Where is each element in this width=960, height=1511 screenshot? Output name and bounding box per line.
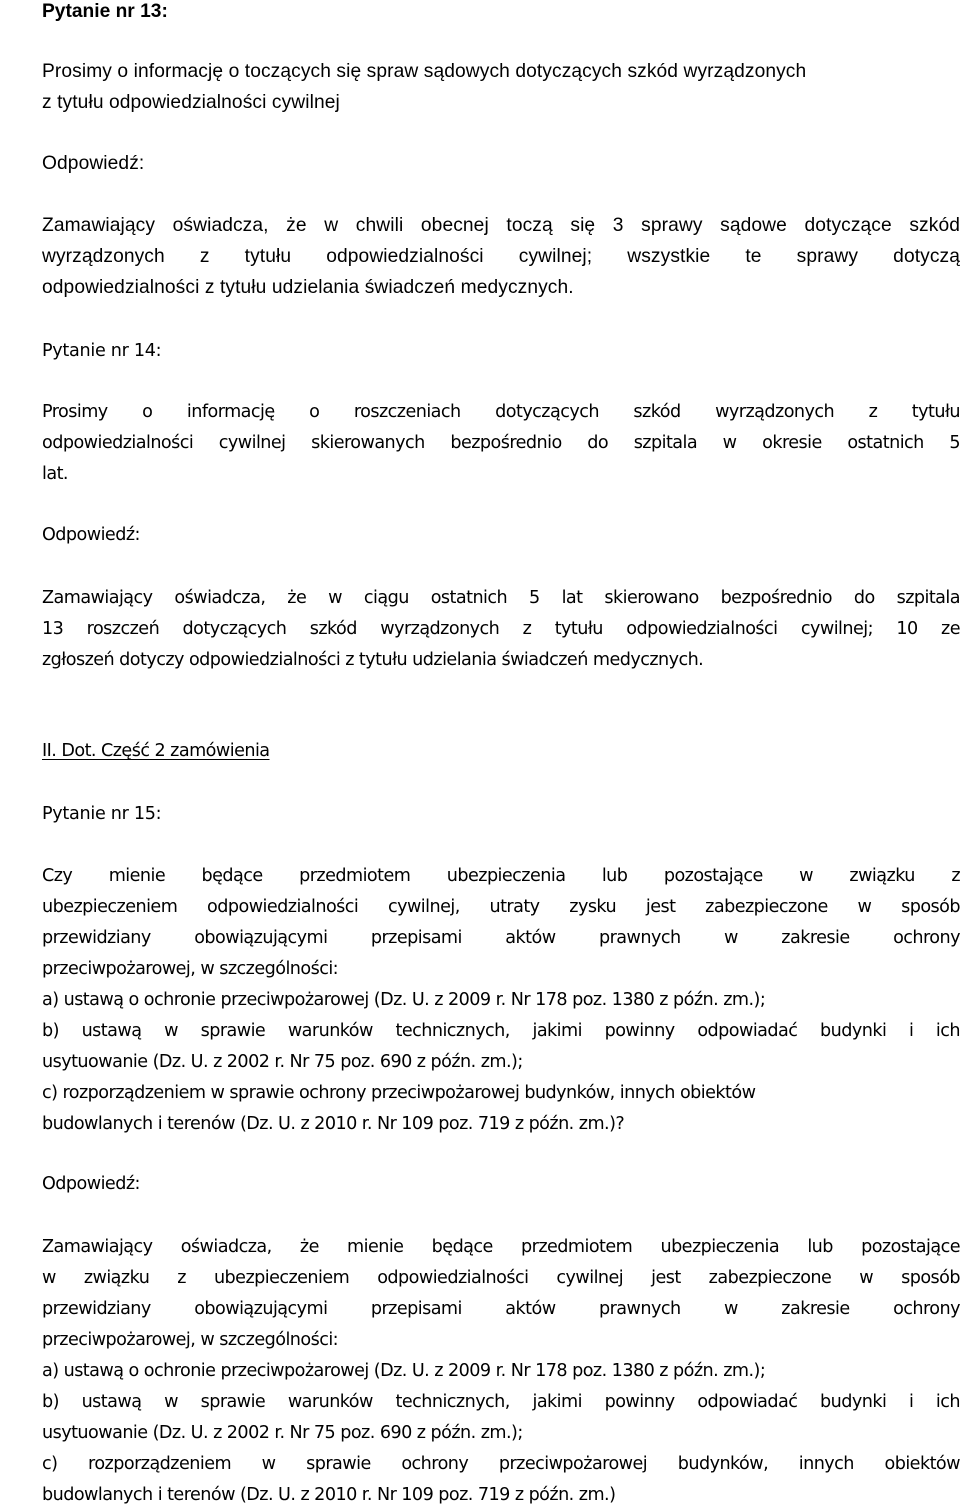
q13-answer-line: Zamawiający oświadcza, że w chwili obecnej toczą się 3 sprawy sądowe dotyczące szkód (42, 215, 960, 236)
q14-answer-label: Odpowiedź: (42, 525, 140, 545)
q15-question-line: przewidziany obowiązującymi przepisami aktów prawnych w zakresie ochrony (42, 928, 960, 948)
q14-answer (42, 583, 960, 676)
q15-answer-line: c) rozporządzeniem w sprawie ochrony przeciwpożarowej budynków, innych obiektów (42, 1454, 960, 1474)
q14-answer-line: zgłoszeń dotyczy odpowiedzialności z tytułu udzielania świadczeń medycznych. (42, 650, 704, 670)
q13-answer-label: Odpowiedź: (42, 153, 145, 174)
q15-answer-line: a) ustawą o ochronie przeciwpożarowej (Dz. U. z 2009 r. Nr 178 poz. 1380 z późn. zm.); (42, 1361, 766, 1381)
q15-answer (42, 1232, 960, 1511)
q13-question-line: z tytułu odpowiedzialności cywilnej (42, 92, 340, 113)
q15-answer-line: usytuowanie (Dz. U. z 2002 r. Nr 75 poz. 690 z późn. zm.); (42, 1423, 523, 1443)
q15-answer-line: przewidziany obowiązującymi przepisami aktów prawnych w zakresie ochrony (42, 1299, 960, 1319)
q15-answer-line: w związku z ubezpieczeniem odpowiedzialności cywilnej jest zabezpieczone w sposób (42, 1268, 960, 1288)
q15-question-line: budowlanych i terenów (Dz. U. z 2010 r. Nr 109 poz. 719 z późn. zm.)? (42, 1114, 625, 1134)
q14-heading: Pytanie nr 14: (42, 341, 162, 361)
q13-question (42, 56, 960, 118)
q14-question (42, 397, 960, 490)
q15-answer-line: Zamawiający oświadcza, że mienie będące przedmiotem ubezpieczenia lub pozostające (42, 1237, 960, 1257)
q13-question-line: Prosimy o informację o toczących się spraw sądowych dotyczących szkód wyrządzonych (42, 61, 807, 82)
q15-answer-label: Odpowiedź: (42, 1174, 140, 1194)
q15-question-line: a) ustawą o ochronie przeciwpożarowej (Dz. U. z 2009 r. Nr 178 poz. 1380 z późn. zm.); (42, 990, 766, 1010)
q13-answer-line: wyrządzonych z tytułu odpowiedzialności cywilnej; wszystkie te sprawy dotyczą (42, 246, 960, 267)
q15-answer-line: przeciwpożarowej, w szczególności: (42, 1330, 339, 1350)
q14-question-line: lat. (42, 464, 68, 484)
section-title: II. Dot. Część 2 zamówienia (42, 741, 270, 761)
q15-question (42, 861, 960, 1140)
q13-answer (42, 210, 960, 303)
q13-answer-line: odpowiedzialności z tytułu udzielania świadczeń medycznych. (42, 277, 574, 298)
q14-answer-line: 13 roszczeń dotyczących szkód wyrządzonych z tytułu odpowiedzialności cywilnej; 10 ze (42, 619, 960, 639)
q14-question-line: odpowiedzialności cywilnej skierowanych bezpośrednio do szpitala w okresie ostatnich 5 (42, 433, 960, 453)
q13-heading: Pytanie nr 13: (42, 1, 168, 22)
q15-question-line: ubezpieczeniem odpowiedzialności cywilnej, utraty zysku jest zabezpieczone w sposób (42, 897, 960, 917)
q15-heading: Pytanie nr 15: (42, 804, 162, 824)
q15-question-line: Czy mienie będące przedmiotem ubezpieczenia lub pozostające w związku z (42, 866, 960, 886)
q15-question-line: usytuowanie (Dz. U. z 2002 r. Nr 75 poz. 690 z późn. zm.); (42, 1052, 523, 1072)
q15-answer-line: budowlanych i terenów (Dz. U. z 2010 r. Nr 109 poz. 719 z późn. zm.) (42, 1485, 616, 1505)
q14-question-line: Prosimy o informację o roszczeniach dotyczących szkód wyrządzonych z tytułu (42, 402, 960, 422)
q15-question-line: przeciwpożarowej, w szczególności: (42, 959, 339, 979)
q15-question-line: b) ustawą w sprawie warunków technicznych, jakimi powinny odpowiadać budynki i ich (42, 1021, 960, 1041)
q15-answer-line: b) ustawą w sprawie warunków technicznych, jakimi powinny odpowiadać budynki i ich (42, 1392, 960, 1412)
q14-answer-line: Zamawiający oświadcza, że w ciągu ostatnich 5 lat skierowano bezpośrednio do szpitala (42, 588, 960, 608)
q15-question-line: c) rozporządzeniem w sprawie ochrony przeciwpożarowej budynków, innych obiektów (42, 1083, 756, 1103)
